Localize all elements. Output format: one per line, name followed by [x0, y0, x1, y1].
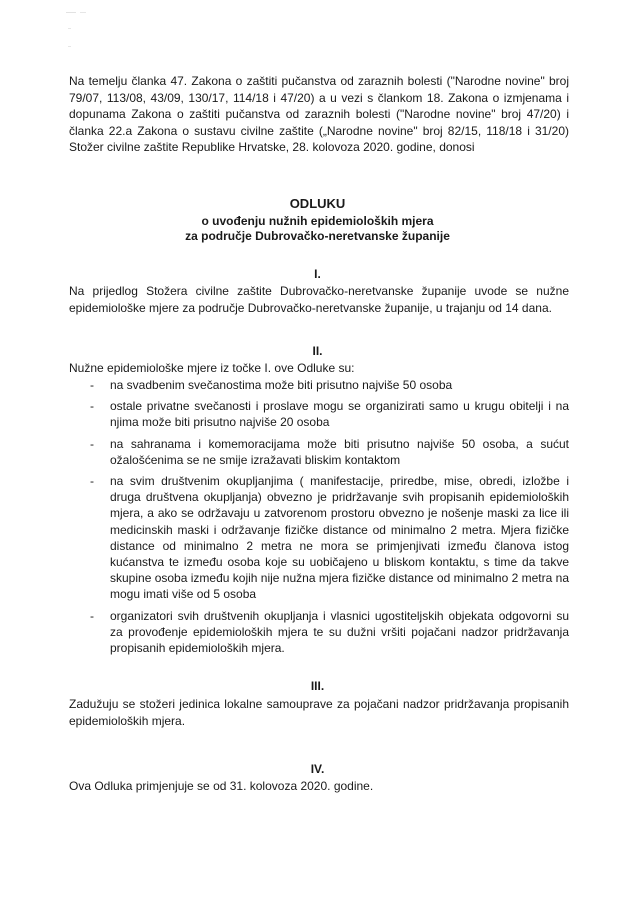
section-1-text: Na prijedlog Stožera civilne zaštite Dubrovačko-neretvanske županije uvode se nužne epidemiološke mjere za područje Dubrovačko-neretvanske županije, u trajanju od 14 dana.	[69, 284, 569, 315]
list-dash: -	[90, 436, 94, 451]
document-subtitle-line-2: za područje Dubrovačko-neretvanske županije	[185, 229, 450, 243]
document-title: ODLUKU	[289, 196, 346, 211]
list-dash: -	[90, 474, 94, 489]
section-3-text: Zadužuju se stožeri jedinica lokalne samouprave za pojačani nadzor pridržavanja propisanih epidemioloških mjera.	[69, 697, 569, 728]
section-2-number: II.	[312, 344, 323, 358]
section-4-text: Ova Odluka primjenjuje se od 31. kolovoza 2020. godine.	[69, 779, 374, 793]
list-item	[69, 436, 569, 468]
scan-artifact-icon	[64, 6, 104, 56]
list-dash: -	[90, 399, 94, 414]
section-4-number: IV.	[310, 762, 325, 776]
list-item	[69, 398, 569, 430]
list-item-text: na sahranama i komemoracijama može biti prisutno najviše 50 osoba, a sućut ožalošćenima se ne smije izražavati bliskim kontaktom	[110, 436, 569, 467]
section-1-number: I.	[314, 267, 321, 281]
list-item-text: organizatori svih društvenih okupljanja i vlasnici ugostiteljskih objekata odgovorni su za provođenje epidemioloških mjera te su dužni vršiti pojačani nadzor pridržavanja propisanih epidemioloških mjera.	[110, 608, 569, 656]
list-item	[69, 473, 569, 603]
intro-paragraph: Na temelju članka 47. Zakona o zaštiti pučanstva od zaraznih bolesti ("Narodne novine" broj 79/07, 113/08, 43/09, 130/17, 114/18 i 47/20) a u vezi s člankom 18. Zakona o izmjenama i dopunama Zakona o zaštiti pučanstva od zaraznih bolesti ("Narodne novine" broj 47/20) i članka 22.a Zakona o sustavu civilne zaštite („Narodne novine" broj 82/15, 118/18 i 31/20) Stožer civilne zaštite Republike Hrvatske, 28. kolovoza 2020. godine, donosi	[69, 74, 569, 155]
list-item-text: na svim društvenim okupljanjima ( manifestacije, priredbe, mise, obredi, izložbe i druga društvena okupljanja) obvezno je pridržavanje svih propisanih epidemioloških mjera, a ako se održavaju u zatvorenom prostoru obvezno je nošenje maski za lice ili medicinskih maski i održavanje fizičke distance od minimalno 2 metra. Mjera fizičke distance od minimalno 2 metra ne mora se primjenjivati između članova istog kućanstva te između osoba koje su uobičajeno u bliskom kontaktu, s time da takve skupine osoba između kojih nije nužna mjera fizičke distance od minimalno 2 metra na mogu imati više od 5 osoba	[110, 474, 569, 602]
section-2-text: Nužne epidemiološke mjere iz točke I. ove Odluke su:	[69, 361, 355, 375]
list-item-text: na svadbenim svečanostima može biti prisutno najviše 50 osoba	[110, 378, 453, 392]
section-3-number: III.	[310, 679, 325, 693]
list-item	[69, 377, 569, 393]
list-item-text: ostale privatne svečanosti i proslave mogu se organizirati samo u krugu obitelji i na njima može biti prisutno najviše 20 osoba	[110, 399, 569, 430]
list-item	[69, 608, 569, 657]
document-subtitle-line-1: o uvođenju nužnih epidemioloških mjera	[201, 214, 434, 228]
list-dash: -	[90, 378, 94, 392]
scan-artifact	[64, 6, 104, 56]
measures-list	[69, 377, 569, 661]
list-dash: -	[90, 608, 94, 623]
